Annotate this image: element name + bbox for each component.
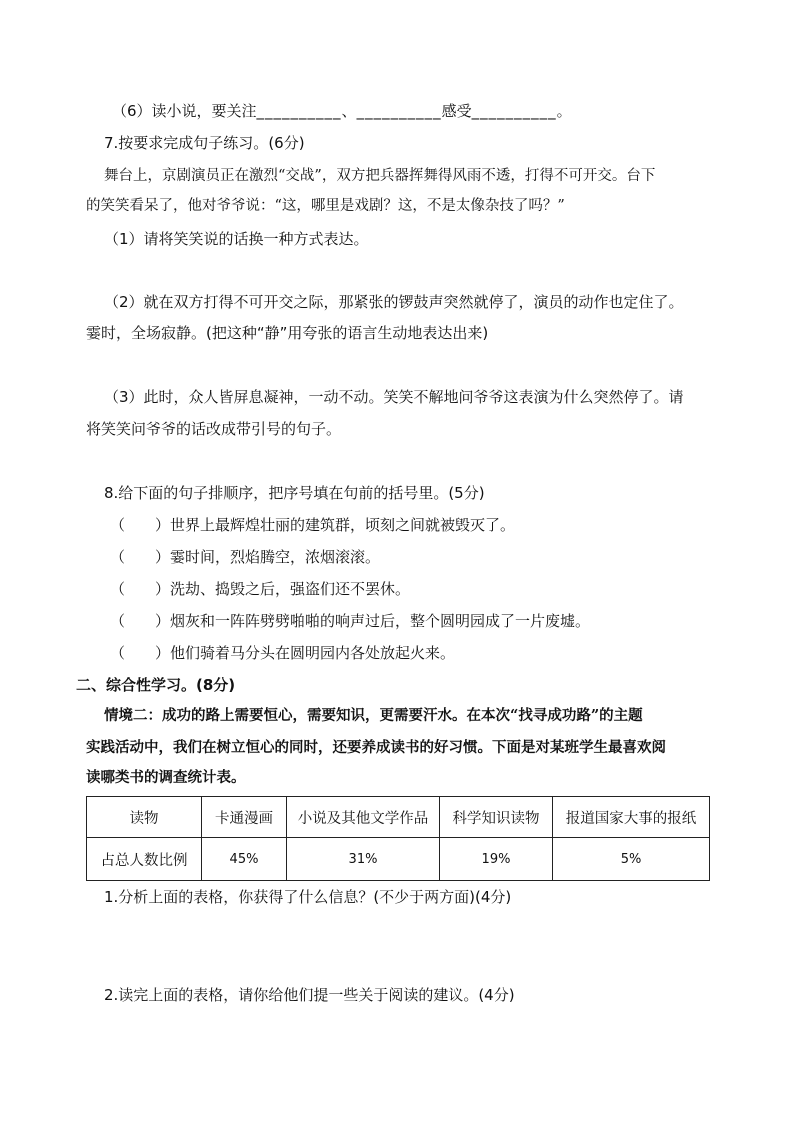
section-2-context-line-2: 实践活动中，我们在树立恒心的同时，还要养成读书的好习惯。下面是对某班学生最喜欢阅	[86, 739, 666, 756]
table-header-cell: 科学知识读物	[440, 797, 553, 838]
table-cell: 19%	[440, 838, 553, 881]
q7-sub-2-line-1: （2）就在双方打得不可开交之际，那紧张的锣鼓声突然就停了，演员的动作也定住了。	[104, 293, 684, 311]
q6-blank-3[interactable]: __________	[471, 102, 557, 120]
q6-separator: 、	[341, 102, 357, 120]
table-cell: 5%	[553, 838, 710, 881]
q8-item[interactable]: （ ）洗劫、捣毁之后，强盗们还不罢休。	[110, 580, 411, 598]
table-row	[87, 838, 710, 881]
q7-title: 7.按要求完成句子练习。(6分)	[104, 134, 305, 152]
q8-item[interactable]: （ ）世界上最辉煌壮丽的建筑群，顷刻之间就被毁灭了。	[110, 516, 516, 534]
q6-end: 。	[556, 102, 572, 120]
table-header-cell: 报道国家大事的报纸	[553, 797, 710, 838]
q7-passage-line-2: 的笑笑看呆了，他对爷爷说：“这，哪里是戏剧？这，不是太像杂技了吗？”	[86, 198, 565, 214]
table-cell: 31%	[287, 838, 440, 881]
table-row	[87, 797, 710, 838]
q8-item[interactable]: （ ）烟灰和一阵阵劈劈啪啪的响声过后，整个圆明园成了一片废墟。	[110, 612, 591, 630]
q7-sub-3-line-1: （3）此时，众人皆屏息凝神，一动不动。笑笑不解地问爷爷这表演为什么突然停了。请	[104, 388, 684, 406]
table-header-cell: 卡通漫画	[202, 797, 287, 838]
table-row-header: 占总人数比例	[87, 838, 202, 881]
q6-blank-1[interactable]: __________	[256, 102, 342, 120]
q7-sub-1: （1）请将笑笑说的话换一种方式表达。	[104, 230, 369, 248]
question-1: 1.分析上面的表格，你获得了什么信息？(不少于两方面)(4分)	[104, 888, 512, 906]
q6-item	[112, 101, 572, 121]
q8-title: 8.给下面的句子排顺序，把序号填在句前的括号里。(5分)	[104, 484, 485, 502]
table-row-header: 读物	[87, 797, 202, 838]
q7-passage-line-1: 舞台上，京剧演员正在激烈“交战”，双方把兵器挥舞得风雨不透，打得不可开交。台下	[104, 168, 656, 184]
q7-sub-3-line-2: 将笑笑问爷爷的话改成带引号的句子。	[86, 420, 342, 438]
question-2: 2.读完上面的表格，请你给他们提一些关于阅读的建议。(4分)	[104, 986, 515, 1004]
section-2-context-line-1: 情境二：成功的路上需要恒心，需要知识，更需要汗水。在本次“找寻成功路”的主题	[104, 707, 643, 724]
table-cell: 45%	[202, 838, 287, 881]
section-2-title: 二、综合性学习。(8分)	[76, 676, 236, 694]
section-2-context-line-3: 读哪类书的调查统计表。	[86, 769, 246, 786]
q6-blank-2[interactable]: __________	[356, 102, 442, 120]
q7-sub-2-line-2: 霎时，全场寂静。(把这种“静”用夸张的语言生动地表达出来)	[86, 324, 489, 342]
table-header-cell: 小说及其他文学作品	[287, 797, 440, 838]
reading-survey-table	[86, 796, 710, 881]
q8-item[interactable]: （ ）霎时间，烈焰腾空，浓烟滚滚。	[110, 548, 381, 566]
q8-item[interactable]: （ ）他们骑着马分头在圆明园内各处放起火来。	[110, 644, 456, 662]
q6-mid: 感受	[441, 102, 472, 120]
q6-prefix: （6）读小说，要关注	[112, 102, 257, 120]
